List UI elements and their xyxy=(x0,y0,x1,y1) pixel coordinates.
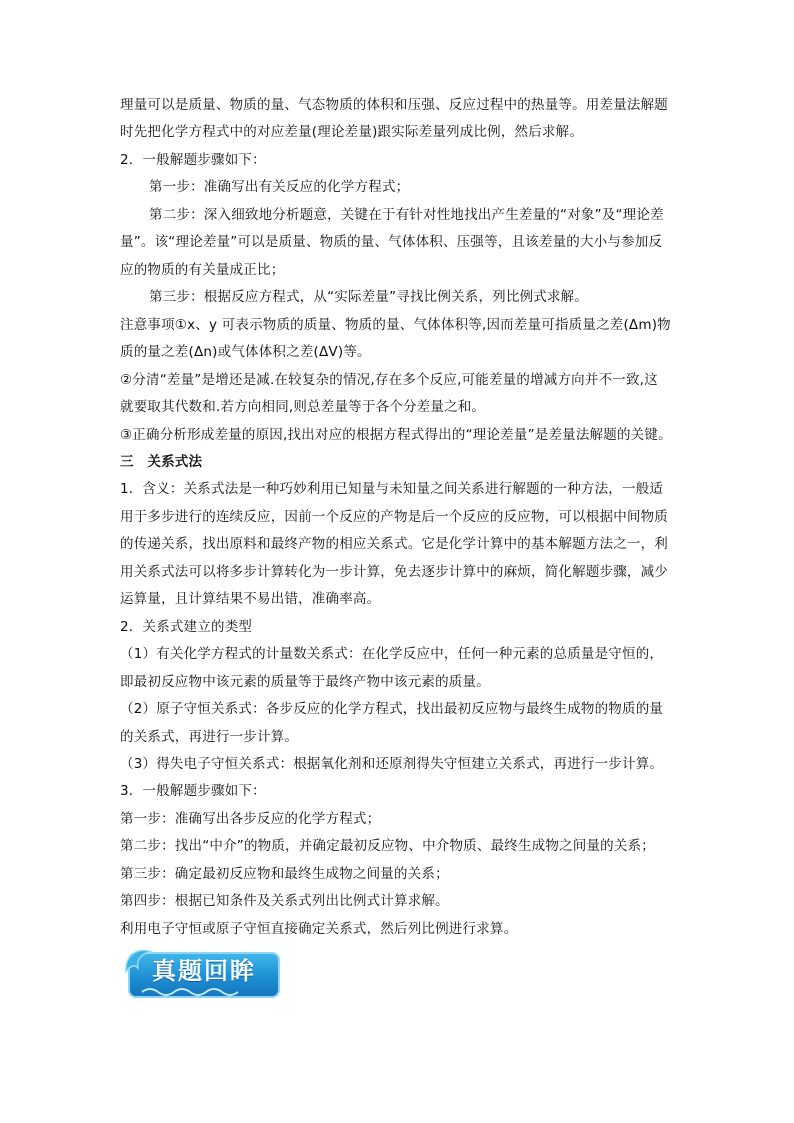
paragraph-line: 理量可以是质量、物质的量、气态物质的体积和压强、反应过程中的热量等。用差量法解题 xyxy=(120,97,668,113)
paragraph-line: 运算量，且计算结果不易出错，准确率高。 xyxy=(120,591,381,607)
paragraph-line: 的传递关系，找出原料和最终产物的相应关系式。它是化学计算中的基本解题方法之一，利 xyxy=(120,536,668,552)
paragraph-line: 利用电子守恒或原子守恒直接确定关系式，然后列比例进行求算。 xyxy=(120,921,518,937)
note-line: 质的量之差(Δn)或气体体积之差(ΔV)等。 xyxy=(120,344,371,360)
paragraph-line: （3）得失电子守恒关系式：根据氧化剂和还原剂得失守恒建立关系式，再进行一步计算。 xyxy=(120,756,664,772)
section-banner xyxy=(122,942,284,1002)
step-line: 第一步：准确写出各步反应的化学方程式； xyxy=(120,811,381,827)
section-step-heading: 3．一般解题步骤如下： xyxy=(120,783,266,799)
paragraph-line: 1．含义：关系式法是一种巧妙利用已知量与未知量之间关系进行解题的一种方法，一般适 xyxy=(120,481,664,497)
section-step-heading: 2．一般解题步骤如下： xyxy=(120,152,266,168)
step-line: 第二步：深入细致地分析题意，关键在于有针对性地找出产生差量的“对象”及“理论差 xyxy=(149,207,664,223)
paragraph-line: （1）有关化学方程式的计量数关系式：在化学反应中，任何一种元素的总质量是守恒的， xyxy=(120,646,664,662)
section-heading: 三 关系式法 xyxy=(120,454,203,470)
paragraph-line: （2）原子守恒关系式：各步反应的化学方程式，找出最初反应物与最终生成物的物质的量 xyxy=(120,701,664,717)
step-line: 第二步：找出“中介”的物质，并确定最初反应物、中介物质、最终生成物之间量的关系； xyxy=(120,838,655,854)
note-line: ③正确分析形成差量的原因,找出对应的根据方程式得出的“理论差量”是差量法解题的关键。 xyxy=(120,427,672,443)
paragraph-line: 应的物质的有关量成正比； xyxy=(120,262,285,278)
banner-title: 真题回眸 xyxy=(152,957,256,985)
note-line: ②分清“差量”是增还是减.在较复杂的情况,存在多个反应,可能差量的增减方向并不一致,这 xyxy=(120,372,658,388)
paragraph-line: 即最初反应物中该元素的质量等于最终产物中该元素的质量。 xyxy=(120,674,490,690)
paragraph-line: 时先把化学方程式中的对应差量(理论差量)跟实际差量列成比例，然后求解。 xyxy=(120,124,584,140)
section-step-heading: 2．关系式建立的类型 xyxy=(120,619,253,635)
paragraph-line: 用于多步进行的连续反应，因前一个反应的产物是后一个反应的反应物，可以根据中间物质 xyxy=(120,509,668,525)
step-line: 第三步：根据反应方程式，从“实际差量”寻找比例关系，列比例式求解。 xyxy=(149,289,589,305)
paragraph-line: 用关系式法可以将多步计算转化为一步计算，免去逐步计算中的麻烦，简化解题步骤，减少 xyxy=(120,564,668,580)
note-line: 就要取其代数和.若方向相同,则总差量等于各个分差量之和。 xyxy=(120,399,486,415)
paragraph-line: 量”。该“理论差量”可以是质量、物质的量、气体体积、压强等，且该差量的大小与参加反 xyxy=(120,234,663,250)
step-line: 第一步：准确写出有关反应的化学方程式； xyxy=(149,179,410,195)
note-line: 注意事项①x、y 可表示物质的质量、物质的量、气体体积等,因而差量可指质量之差(Δm)物 xyxy=(120,317,671,333)
step-line: 第四步：根据已知条件及关系式列出比例式计算求解。 xyxy=(120,893,449,909)
paragraph-line: 的关系式，再进行一步计算。 xyxy=(120,729,299,745)
step-line: 第三步：确定最初反应物和最终生成物之间量的关系； xyxy=(120,866,449,882)
